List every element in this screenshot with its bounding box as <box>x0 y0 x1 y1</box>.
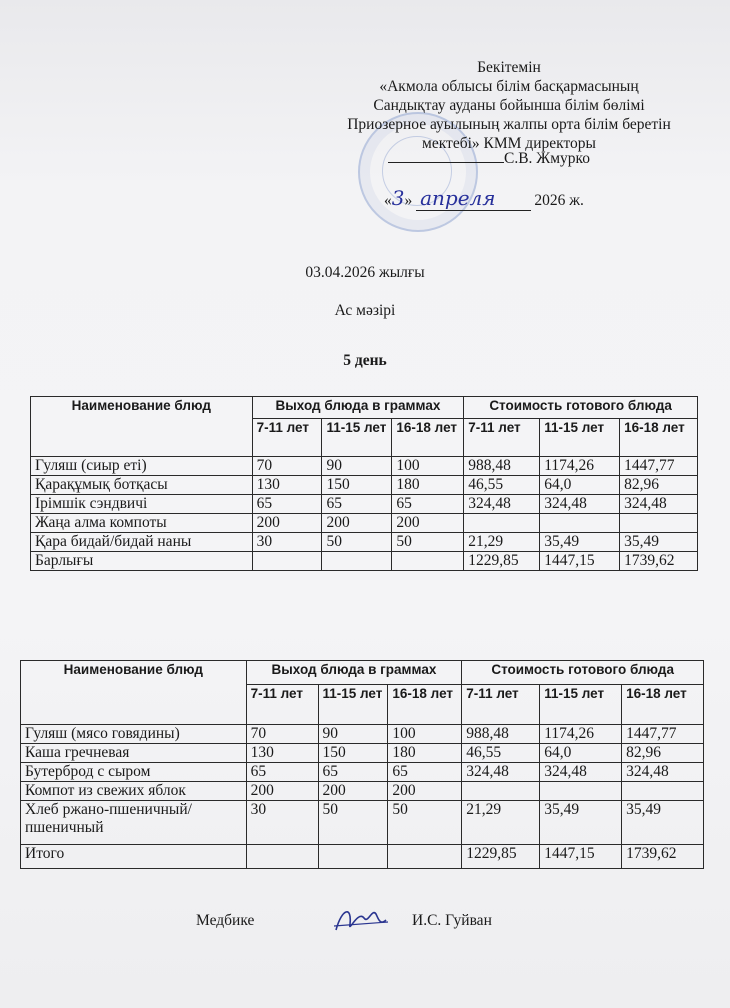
table-row <box>21 725 704 744</box>
age-cell: 7-11 лет <box>252 419 322 457</box>
dish-name: Қарақұмық ботқасы <box>31 476 253 495</box>
table-row <box>31 476 698 495</box>
table-cell: 90 <box>318 725 388 744</box>
dish-name: Каша гречневая <box>21 744 247 763</box>
table-cell: 1174,26 <box>540 457 620 476</box>
header-portion: Выход блюда в граммах <box>246 661 462 685</box>
header-portion: Выход блюда в граммах <box>252 397 464 419</box>
age-cell: 16-18 лет <box>620 419 698 457</box>
table-cell: 130 <box>246 744 318 763</box>
date-open-quote: « <box>384 192 392 209</box>
table-cell <box>246 845 318 869</box>
age-cell: 16-18 лет <box>392 419 464 457</box>
dish-name: Ірімшік сэндвичі <box>31 495 253 514</box>
table-cell: 200 <box>252 514 322 533</box>
table-row <box>21 744 704 763</box>
table-cell <box>540 514 620 533</box>
dish-name: Жаңа алма компоты <box>31 514 253 533</box>
header-cost: Стоимость готового блюда <box>464 397 698 419</box>
age-cell: 7-11 лет <box>462 685 540 725</box>
table-cell: 200 <box>388 782 462 801</box>
total-label: Барлығы <box>31 552 253 571</box>
age-cell: 11-15 лет <box>540 419 620 457</box>
table-cell: 200 <box>318 782 388 801</box>
table-cell: 50 <box>388 801 462 845</box>
table-cell: 82,96 <box>622 744 704 763</box>
table-cell: 64,0 <box>540 744 622 763</box>
table-cell: 1447,77 <box>620 457 698 476</box>
age-cell: 11-15 лет <box>322 419 392 457</box>
table-cell: 65 <box>392 495 464 514</box>
table-cell: 100 <box>388 725 462 744</box>
table-cell <box>622 782 704 801</box>
approval-line: Бекітемін <box>477 59 541 76</box>
date-day: 3 <box>391 186 405 210</box>
header-dish-name: Наименование блюд <box>31 397 253 457</box>
table-cell: 1447,15 <box>540 845 622 869</box>
approval-line: Сандықтау ауданы бойынша білім бөлімі <box>373 97 645 114</box>
signature-blank <box>388 148 504 163</box>
table-cell: 1447,77 <box>622 725 704 744</box>
approval-line: мектебі» КММ директоры <box>422 135 596 152</box>
age-cell: 16-18 лет <box>622 685 704 725</box>
table-cell: 324,48 <box>464 495 540 514</box>
table-cell: 1447,15 <box>540 552 620 571</box>
nurse-role: Медбике <box>196 912 255 929</box>
table-cell <box>392 552 464 571</box>
table-cell: 35,49 <box>622 801 704 845</box>
table-cell: 35,49 <box>620 533 698 552</box>
table-cell: 988,48 <box>464 457 540 476</box>
table-cell: 50 <box>318 801 388 845</box>
table-cell: 324,48 <box>540 495 620 514</box>
director-name: С.В. Жмурко <box>504 150 590 167</box>
table-cell: 65 <box>318 763 388 782</box>
nurse-signature <box>332 900 390 940</box>
table-cell: 1229,85 <box>464 552 540 571</box>
table-cell: 82,96 <box>620 476 698 495</box>
table-cell: 150 <box>318 744 388 763</box>
table-cell: 90 <box>322 457 392 476</box>
approval-line: Приозерное ауылының жалпы орта білім беретін <box>347 116 671 133</box>
table-cell <box>322 552 392 571</box>
table-row <box>31 533 698 552</box>
table-cell: 70 <box>246 725 318 744</box>
table-cell: 46,55 <box>464 476 540 495</box>
approval-date <box>384 186 644 211</box>
menu-day: 5 день <box>343 352 387 369</box>
table-cell: 65 <box>246 763 318 782</box>
menu-date: 03.04.2026 жылғы <box>305 264 425 281</box>
age-cell: 16-18 лет <box>388 685 462 725</box>
table-cell: 64,0 <box>540 476 620 495</box>
approval-line: «Акмола облысы білім басқармасының <box>379 78 639 95</box>
menu-title: Ас мәзірі <box>334 302 396 319</box>
table-row <box>31 514 698 533</box>
table-cell: 46,55 <box>462 744 540 763</box>
table-cell: 21,29 <box>464 533 540 552</box>
table-row <box>21 801 704 845</box>
table-cell: 1229,85 <box>462 845 540 869</box>
table-cell <box>464 514 540 533</box>
table-total-row <box>31 552 698 571</box>
menu-table-russian <box>20 660 704 869</box>
table-cell: 65 <box>322 495 392 514</box>
total-label: Итого <box>21 845 247 869</box>
table-cell: 1739,62 <box>622 845 704 869</box>
table-cell: 30 <box>252 533 322 552</box>
dish-name: Қара бидай/бидай наны <box>31 533 253 552</box>
table-cell <box>252 552 322 571</box>
age-cell: 11-15 лет <box>540 685 622 725</box>
header-cost: Стоимость готового блюда <box>462 661 704 685</box>
table-cell: 1739,62 <box>620 552 698 571</box>
approval-block <box>318 58 700 153</box>
table-cell <box>462 782 540 801</box>
dish-name: Бутерброд с сыром <box>21 763 247 782</box>
table-row <box>31 495 698 514</box>
dish-name: Компот из свежих яблок <box>21 782 247 801</box>
table-cell <box>620 514 698 533</box>
table-cell: 200 <box>392 514 464 533</box>
table-cell: 324,48 <box>620 495 698 514</box>
table-cell: 65 <box>388 763 462 782</box>
age-cell: 11-15 лет <box>318 685 388 725</box>
table-cell: 50 <box>392 533 464 552</box>
table-cell: 180 <box>388 744 462 763</box>
table-cell: 324,48 <box>540 763 622 782</box>
date-month: апреля <box>420 186 496 210</box>
dish-name: Гуляш (мясо говядины) <box>21 725 247 744</box>
table-cell: 150 <box>322 476 392 495</box>
table-cell: 65 <box>252 495 322 514</box>
table-cell: 324,48 <box>622 763 704 782</box>
table-cell <box>318 845 388 869</box>
table-row <box>31 457 698 476</box>
table-cell: 1174,26 <box>540 725 622 744</box>
table-cell: 100 <box>392 457 464 476</box>
date-year: 2026 ж. <box>534 192 584 209</box>
table-cell: 200 <box>246 782 318 801</box>
table-cell <box>540 782 622 801</box>
age-cell: 7-11 лет <box>464 419 540 457</box>
table-row <box>21 763 704 782</box>
table-header-row <box>31 397 698 419</box>
table-cell: 50 <box>322 533 392 552</box>
menu-table-kazakh <box>30 396 698 571</box>
table-cell: 130 <box>252 476 322 495</box>
table-total-row <box>21 845 704 869</box>
table-cell: 324,48 <box>462 763 540 782</box>
age-cell: 7-11 лет <box>246 685 318 725</box>
director-signature-line <box>388 148 614 168</box>
date-close-quote: » <box>404 192 413 209</box>
table-cell: 35,49 <box>540 533 620 552</box>
table-cell: 180 <box>392 476 464 495</box>
table-cell: 35,49 <box>540 801 622 845</box>
table-cell: 70 <box>252 457 322 476</box>
table-cell: 21,29 <box>462 801 540 845</box>
table-cell <box>388 845 462 869</box>
dish-name: Гуляш (сиыр еті) <box>31 457 253 476</box>
table-cell: 988,48 <box>462 725 540 744</box>
table-cell: 200 <box>322 514 392 533</box>
table-cell: 30 <box>246 801 318 845</box>
dish-name: Хлеб ржано-пшеничный/пшеничный <box>21 801 247 845</box>
table-row <box>21 782 704 801</box>
header-dish-name: Наименование блюд <box>21 661 247 725</box>
table-header-row <box>21 661 704 685</box>
nurse-name: И.С. Гуйван <box>412 912 492 929</box>
